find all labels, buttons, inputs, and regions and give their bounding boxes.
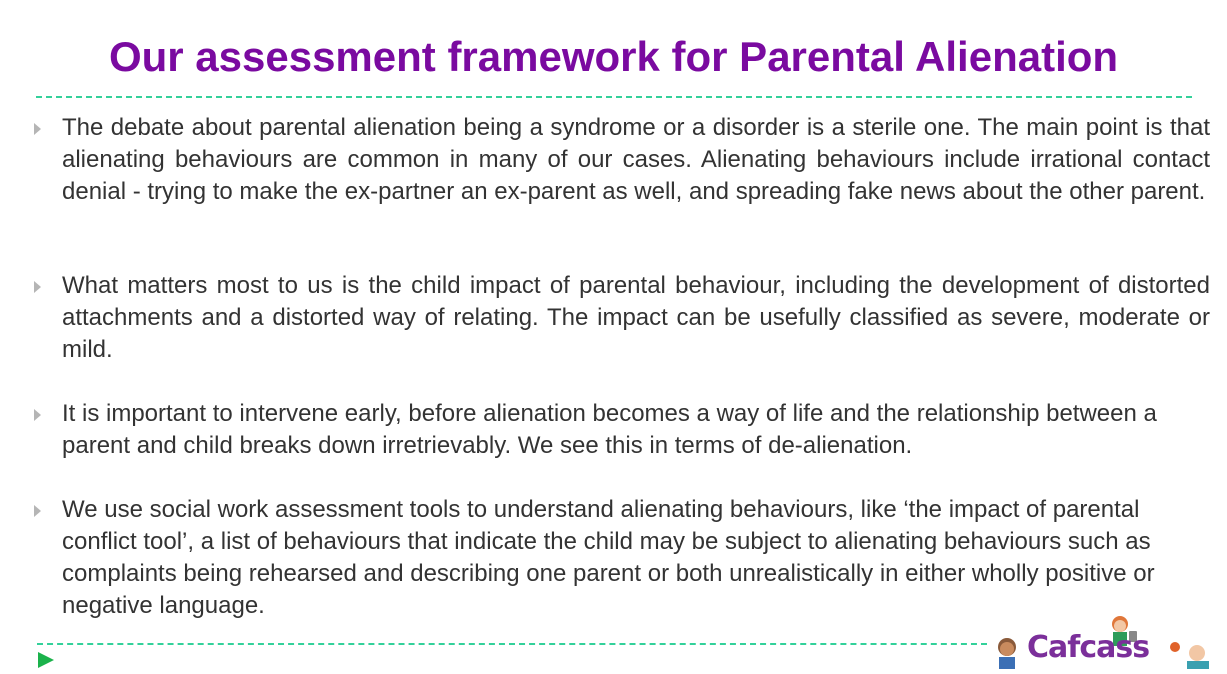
cafcass-logo <box>985 615 1220 669</box>
bullet-item: It is important to intervene early, before alienation becomes a way of life and the relationship between a parent and child breaks down irretrievably. We see this in terms of de-alienation. <box>62 400 1157 459</box>
bullet-item: What matters most to us is the child impact of parental behaviour, including the development of distorted attachments and a distorted way of relating. The impact can be usefully classified as severe, moderate or mild. <box>62 272 1210 363</box>
slide-title: Our assessment framework for Parental Alienation <box>108 33 1119 80</box>
bullet-marker-icon <box>34 505 41 517</box>
bullet-item: The debate about parental alienation being a syndrome or a disorder is a sterile one. The main point is that alienating behaviours are common in many of our cases. Alienating behaviours include irrational contact denial - trying to make the ex-partner an ex-parent as well, and spreading fake news about the other parent. <box>62 114 1210 205</box>
bottom-divider <box>37 643 987 645</box>
bullet-marker-icon <box>34 281 41 293</box>
top-divider <box>36 96 1192 98</box>
play-arrow-icon[interactable] <box>38 652 54 668</box>
bullet-marker-icon <box>34 409 41 421</box>
bullet-item: We use social work assessment tools to understand alienating behaviours, like ‘the impact of parental conflict tool’, a list of behaviours that indicate the child may be subject to alienating behaviours such as complaints being rehearsed and describing one parent or both unrealistically in either wholly positive or negative language. <box>62 496 1155 619</box>
logo-text: Cafcass <box>1027 630 1150 665</box>
bullet-marker-icon <box>34 123 41 135</box>
